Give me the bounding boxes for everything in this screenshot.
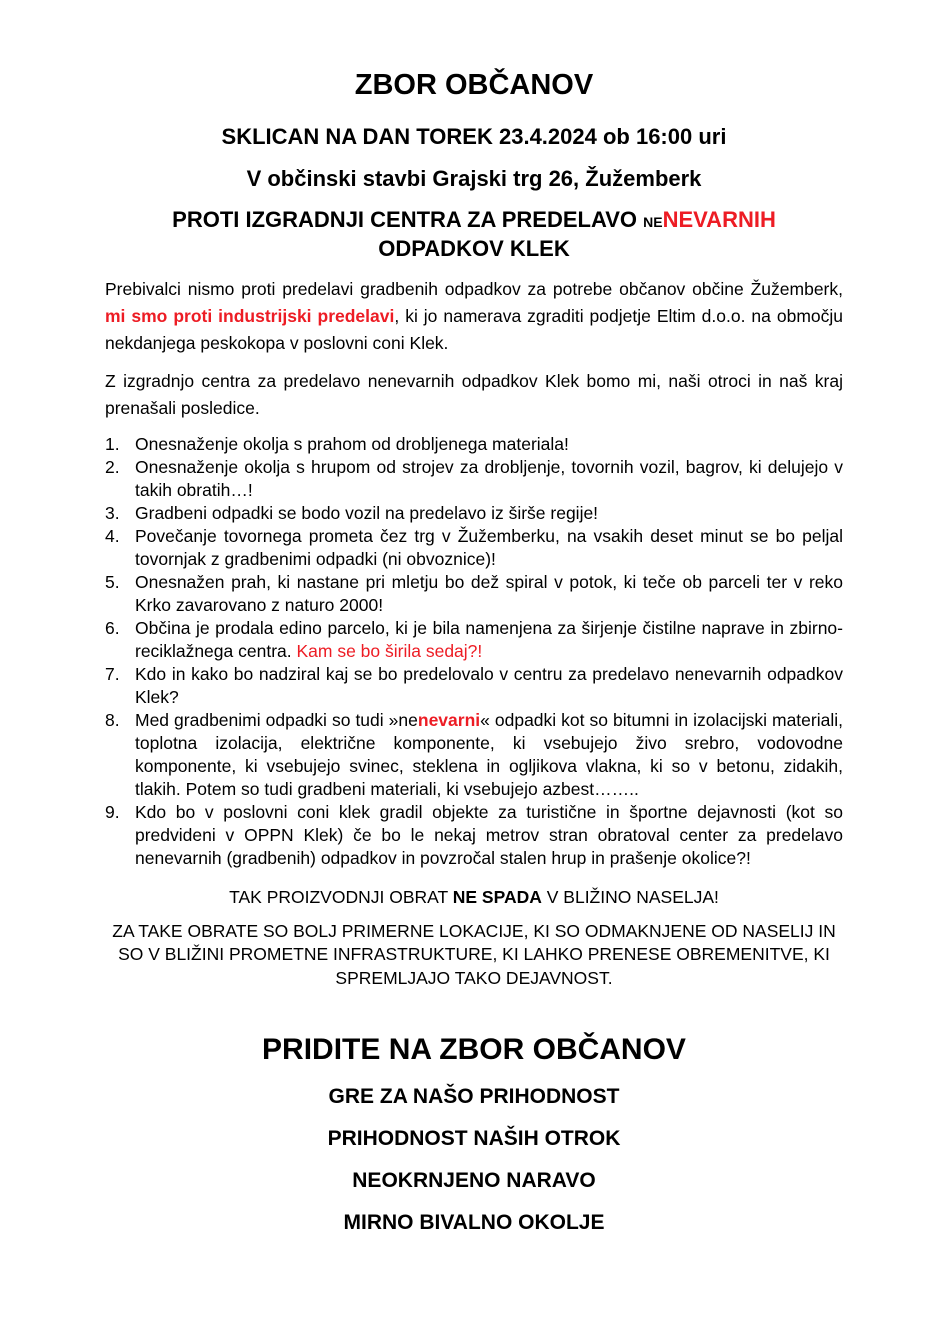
reason-number: 4.	[105, 526, 120, 547]
list-item	[105, 801, 843, 870]
reason-number: 3.	[105, 503, 120, 524]
reason-number: 9.	[105, 802, 120, 823]
red-emphasis-text: nevarni	[417, 710, 481, 731]
list-item	[105, 571, 843, 617]
reason-text	[135, 617, 843, 663]
list-item	[105, 433, 843, 456]
statement-lead-text: TAK PROIZVODNJI OBRAT	[229, 887, 453, 908]
intro-paragraphs	[105, 276, 843, 422]
reason-text	[135, 571, 843, 617]
subject-lead-text: PROTI IZGRADNJI CENTRA ZA PREDELAVO	[172, 207, 644, 233]
ne-spada-bold-text: NE SPADA	[452, 887, 542, 908]
reason-number: 8.	[105, 710, 120, 731]
slogan-line: MIRNO BIVALNO OKOLJE	[343, 1211, 605, 1235]
relocation-statement: ZA TAKE OBRATE SO BOLJ PRIMERNE LOKACIJE, KI SO ODMAKNJENE OD NASELIJ IN SO V BLIŽINI PROMETNE INFRASTRUKTURE, KI LAHKO PRENESE OBREMENITVE, KI SPREMLJAJO TAKO DEJAVNOST.	[112, 920, 836, 988]
ne-small-text: NE	[643, 214, 663, 231]
date-line: SKLICAN NA DAN TOREK 23.4.2024 ob 16:00 uri	[221, 124, 727, 150]
reason-text	[135, 525, 843, 571]
body-text: Kdo bo v poslovni coni klek gradil objekte za turistične in športne dejavnosti (kot so predvideni v OPPN Klek) če bo le nekaj metrov stran obratoval center za predelavo nenevarnih (gradbenih) odpadkov in povzročal stalen hrup in prašenje okolice?!	[135, 802, 843, 869]
list-item	[105, 525, 843, 571]
closing-title: PRIDITE NA ZBOR OBČANOV	[262, 1033, 686, 1067]
reason-number: 1.	[105, 434, 120, 455]
paragraph	[105, 368, 843, 422]
body-text: Kdo in kako bo nadziral kaj se bo predelovalo v centru za predelavo nenevarnih odpadkov Klek?	[135, 664, 843, 708]
reasons-list	[105, 433, 843, 870]
list-item	[105, 663, 843, 709]
reason-text	[135, 801, 843, 870]
reason-number: 5.	[105, 572, 120, 593]
reason-text	[135, 433, 843, 456]
body-text: Onesnaženje okolja s hrupom od strojev za drobljenje, tovornih vozil, bagrov, ki delujejo v takih obratih…!	[135, 457, 843, 501]
body-text: Onesnažen prah, ki nastane pri mletju bo dež spiral v potok, ki teče ob parceli ter v reko Krko zavarovano z naturo 2000!	[135, 572, 843, 616]
slogan-line: PRIHODNOST NAŠIH OTROK	[327, 1127, 621, 1151]
nevarnih-red-text: NEVARNIH	[662, 207, 776, 233]
list-item	[105, 456, 843, 502]
reason-text	[135, 663, 843, 709]
slogans-block	[105, 1084, 843, 1236]
body-text: Z izgradnjo centra za predelavo nenevarnih odpadkov Klek bomo mi, naši otroci in naš kraj prenašali posledice.	[105, 371, 843, 419]
list-item	[105, 502, 843, 525]
body-text: Občina je prodala edino parcelo, ki je bila namenjena za širjenje čistilne naprave in zbirno-reciklažnega centra.	[135, 618, 843, 662]
slogan-line: NEOKRNJENO NARAVO	[352, 1169, 596, 1193]
paragraph	[105, 276, 843, 357]
subject-line-1	[105, 206, 843, 235]
slogan-line: GRE ZA NAŠO PRIHODNOST	[328, 1085, 620, 1109]
location-line: V občinski stavbi Grajski trg 26, Žužemberk	[246, 165, 702, 191]
body-text: Prebivalci nismo proti predelavi gradbenih odpadkov za potrebe občanov občine Žužemberk,	[105, 279, 843, 300]
page-title: ZBOR OBČANOV	[354, 69, 594, 101]
reason-text	[135, 502, 843, 525]
red-emphasis-text: Kam se bo širila sedaj?!	[296, 641, 483, 662]
reason-number: 6.	[105, 618, 120, 639]
reason-text	[135, 709, 843, 801]
reason-number: 7.	[105, 664, 120, 685]
body-text: Gradbeni odpadki se bodo vozil na predelavo iz širše regije!	[135, 503, 599, 524]
subject-heading	[105, 206, 843, 263]
production-statement	[105, 886, 843, 910]
body-text: « odpadki kot so bitumni in izolacijski materiali, toplotna izolacija, električne komponente, ki vsebujejo živo srebro, vodovodne komponente, ki vsebujejo svinec, steklena in ogljikova vlakna, ki so v betonu, zidakih, tlakih. Potem so tudi gradbeni materiali, ki vsebujejo azbest……..	[135, 710, 843, 800]
reason-text	[135, 456, 843, 502]
body-text: Povečanje tovornega prometa čez trg v Žužemberku, na vsakih deset minut se bo peljal tovornjak z gradbenimi odpadki (ni obvoznice)!	[135, 526, 843, 570]
list-item	[105, 709, 843, 801]
red-emphasis-text: mi smo proti industrijski predelavi	[105, 306, 395, 327]
body-text: Med gradbenimi odpadki so tudi »ne	[135, 710, 418, 731]
reason-number: 2.	[105, 457, 120, 478]
subject-line-2: ODPADKOV KLEK	[378, 235, 570, 261]
statement-tail-text: V BLIŽINO NASELJA!	[541, 887, 719, 908]
body-text: Onesnaženje okolja s prahom od drobljenega materiala!	[135, 434, 569, 455]
list-item	[105, 617, 843, 663]
body-text: , ki jo namerava zgraditi podjetje Eltim d.o.o. na območju nekdanjega peskokopa v poslovni coni Klek.	[105, 306, 843, 354]
